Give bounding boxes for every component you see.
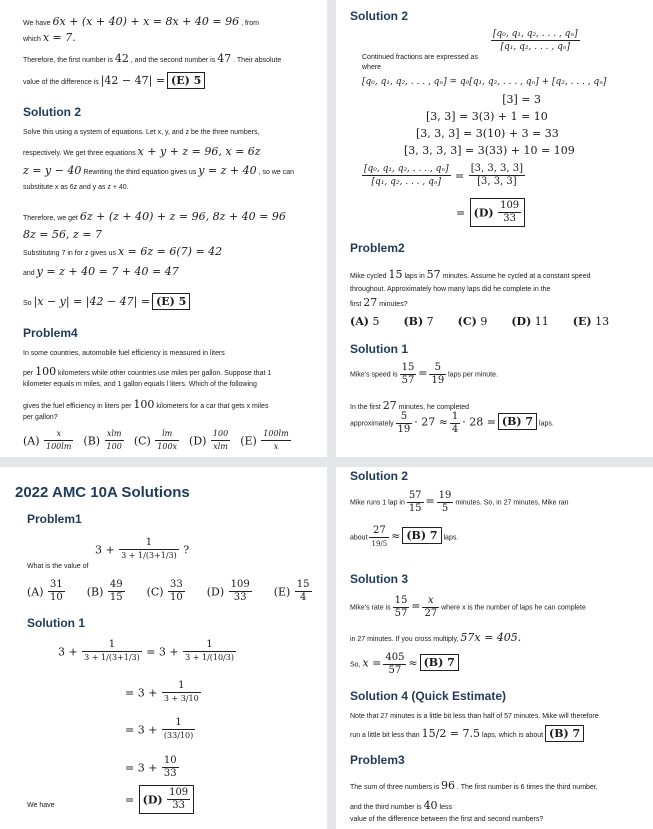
numerator: 1 <box>119 537 179 550</box>
number: 42 <box>114 52 129 65</box>
text: , so we can <box>258 169 294 176</box>
text: respectively. We get three equations <box>23 150 136 157</box>
fraction <box>211 428 230 453</box>
text: The sum of three numbers is <box>350 784 440 791</box>
text: where x is the number of laps he can complete <box>441 604 586 612</box>
choice-label: (A) <box>27 585 44 599</box>
text-line: Solve this using a system of equations. Let x, y, and z be the three numbers, <box>23 129 260 136</box>
text-line <box>23 398 268 411</box>
card-amc10a-problem1 <box>0 467 327 829</box>
numerator: [q₀, q₁, q₂, . . . , qₙ] <box>493 29 578 39</box>
number: 27 <box>363 296 378 309</box>
section-heading: Solution 2 <box>350 9 408 23</box>
fraction <box>162 680 201 705</box>
fraction: $\frac{405}{57}$ <box>385 652 405 676</box>
text: · 27 ≈ <box>414 415 448 429</box>
numerator: 15 <box>296 579 310 590</box>
fraction <box>362 163 451 188</box>
equation-line: [3, 3] = 3(3) + 1 = 10 <box>426 110 548 123</box>
text-line: Mike's rate is $\frac{15}{57}$ = $\frac{x}{27}$ where x is the number of laps he can complete <box>350 595 586 619</box>
choice-e[interactable] <box>274 579 312 604</box>
text-line <box>350 799 452 812</box>
text-line: substitute x as 6z and y as z + 40. <box>23 184 129 191</box>
text-line <box>350 631 521 644</box>
choice-b[interactable] <box>403 315 433 328</box>
text-line: value of the difference between the first and second numbers? <box>350 816 544 823</box>
text: In the first <box>350 404 381 411</box>
numerator: 109 <box>500 200 520 211</box>
text: minutes. Assume he cycled at a constant speed <box>442 273 591 280</box>
answer-choices <box>350 315 609 328</box>
text: = 3 + <box>146 645 179 659</box>
text: Rewriting the third equation gives us <box>83 169 197 176</box>
denominator: 3 + 3/10 <box>163 694 199 703</box>
card-problem2-solutions-problem3 <box>336 467 653 829</box>
text-line <box>350 725 584 742</box>
boxed-answer: (B) 7 <box>545 725 584 742</box>
denominator: (33/10) <box>163 731 194 740</box>
fraction <box>295 579 312 604</box>
denominator: 100x <box>157 442 178 451</box>
text: Substituting 7 in for z gives us <box>23 250 116 257</box>
text: · 28 = <box>462 415 496 429</box>
text: minutes, he completed <box>398 404 470 411</box>
fraction: $\frac{5}{19}$ <box>431 362 445 386</box>
number: 96 <box>441 779 456 792</box>
text: , and the second number is <box>130 57 216 64</box>
choice-label: (A) <box>23 434 40 448</box>
text-line <box>23 365 271 378</box>
numerator: [q₀, q₁, q₂, . . . , qₙ] <box>364 164 449 174</box>
choice-label: (B) <box>86 585 104 599</box>
numerator: 109 <box>169 787 189 798</box>
text: ≈ <box>391 529 401 543</box>
text-line <box>23 265 179 278</box>
choice-value: 5 <box>372 315 380 328</box>
number: 15 <box>388 268 403 281</box>
section-heading: Problem2 <box>350 241 405 255</box>
text-line: Mike's speed is $\frac{15}{57}$ = $\frac{5}{19}$ laps per minute. <box>350 362 498 386</box>
denominator: 3 + 1/(3+1/3) <box>121 551 177 560</box>
section-heading: Problem3 <box>350 753 405 767</box>
text: run a little bit less than <box>350 732 420 739</box>
text: 3 + <box>95 543 115 557</box>
text: 3 + <box>58 645 78 659</box>
numerator: lm <box>155 428 179 441</box>
text-line <box>23 72 205 89</box>
text-line <box>350 296 408 309</box>
fraction <box>498 200 521 225</box>
fraction: $\frac{x}{27}$ <box>424 595 438 619</box>
choice-value: 13 <box>595 315 610 328</box>
solution-step <box>125 755 179 780</box>
equation: x + y + z = 96, x = 6z <box>137 145 261 158</box>
denominator: 3 + 1/(3+1/3) <box>84 653 140 662</box>
text-line: kilometer equals m miles, and 1 gallon equals l liters. Which of the following <box>23 381 257 388</box>
text: about <box>350 534 368 542</box>
fraction <box>162 755 179 780</box>
fraction: $\frac{57}{15}$ <box>408 490 422 514</box>
numerator: 33 <box>170 579 183 590</box>
text: Mike's rate is <box>350 604 391 612</box>
fraction <box>168 579 185 604</box>
fraction <box>167 787 190 812</box>
equation-line: [3] = 3 <box>502 93 541 106</box>
numerator: xlm <box>105 428 124 441</box>
boxed-answer: (B) 7 <box>402 527 441 544</box>
answer-choices <box>27 579 312 604</box>
fraction: $\frac{1}{4}$ <box>451 411 459 435</box>
choice-label: (E) <box>572 315 592 328</box>
equation: 6z + (z + 40) + z = 96, 8z + 40 = 96 <box>79 210 286 223</box>
text: laps. <box>539 420 554 428</box>
fraction <box>48 579 65 604</box>
solution-step <box>125 717 195 742</box>
denominator: 33 <box>233 592 247 603</box>
numerator: x <box>44 428 73 441</box>
ratio-equation: $\frac{\text{[q₀, q₁, q₂, . . . , qₙ]}}{\text{[q₁, q₂, . . . , qₙ]}}$ = $\frac{[3, 3, 3, 3]}{[3, 3, 3]}$ <box>364 163 524 187</box>
text: laps per minute. <box>448 371 498 379</box>
numerator: 1 <box>162 717 195 730</box>
text-line <box>350 652 459 677</box>
choice-a[interactable] <box>23 428 73 453</box>
numerator: 31 <box>49 579 63 590</box>
text-line: per gallon? <box>23 414 58 421</box>
choice-a[interactable] <box>27 579 65 604</box>
text-line: throughout. Approximately how many laps did he complete in the <box>350 286 551 293</box>
choice-c[interactable] <box>147 579 185 604</box>
choice-label: (E) <box>240 434 257 448</box>
fraction <box>119 537 179 562</box>
section-heading: Problem4 <box>23 326 78 340</box>
denominator: 33 <box>163 768 177 779</box>
choice-d[interactable] <box>511 315 548 328</box>
boxed-answer: (E) 5 <box>152 293 190 310</box>
text-line <box>350 268 591 281</box>
solution-step <box>125 680 201 705</box>
fraction <box>183 639 236 664</box>
choice-label: (C) <box>133 434 151 448</box>
text-line <box>350 525 458 550</box>
page-title: 2022 AMC 10A Solutions <box>15 484 190 501</box>
choice-label: (E) <box>273 585 291 599</box>
text: We have <box>23 20 51 27</box>
text: Mike's speed is <box>350 371 398 379</box>
equation-line: [q₀, q₁, q₂, . . . , qₙ] = q₀[q₁, q₂, . . . , qₙ] + [q₂, . . . , qₙ] <box>362 77 607 87</box>
text: Therefore, we get <box>23 215 78 222</box>
number: 57 <box>426 268 441 281</box>
equation: 57x = 405. <box>460 631 522 644</box>
numerator: 10 <box>163 755 177 766</box>
fraction: $\frac{19}{5}$ <box>438 490 452 514</box>
continued-fraction-definition <box>491 28 580 53</box>
choice-label: (B) <box>83 434 101 448</box>
text-line <box>23 225 102 243</box>
section-heading: Solution 3 <box>350 572 408 586</box>
equation: |42 − 47| = <box>100 74 166 87</box>
text-line <box>23 15 259 28</box>
text: kilometers for a car that gets x miles <box>156 403 269 410</box>
number: 27 <box>382 399 397 412</box>
text-line <box>23 245 222 258</box>
choice-label: (D) <box>511 315 532 328</box>
text: Mike cycled <box>350 273 387 280</box>
boxed-answer: (B) 7 <box>498 413 537 430</box>
choice-b[interactable] <box>87 579 125 604</box>
text-line: Note that 27 minutes is a little bit less than half of 57 minutes. Mike will therefore <box>350 713 599 720</box>
equation: x = 6z = 6(7) = 42 <box>117 245 223 258</box>
text: first <box>350 301 362 308</box>
denominator: x <box>273 442 279 451</box>
choice-value: 9 <box>480 315 488 328</box>
text: , from <box>241 20 259 27</box>
numerator: 49 <box>109 579 123 590</box>
text: = 3 + <box>125 761 158 775</box>
denominator: 33 <box>172 800 185 811</box>
choice-value: 11 <box>534 315 549 328</box>
number: 100 <box>133 398 155 411</box>
equation: 15/2 = 7.5 <box>421 727 481 740</box>
choice-e[interactable] <box>573 315 609 328</box>
section-heading: Solution 4 (Quick Estimate) <box>350 689 507 703</box>
fraction <box>155 428 179 453</box>
choice-e[interactable] <box>240 428 291 453</box>
text: value of the difference is <box>23 79 99 86</box>
section-heading: Problem1 <box>27 512 82 526</box>
fraction <box>162 717 195 742</box>
denominator: xlm <box>213 442 228 451</box>
numerator: 1 <box>183 639 236 652</box>
text: which <box>23 36 41 43</box>
denominator: 10 <box>49 592 63 603</box>
fraction: $\frac{15}{57}$ <box>394 595 408 619</box>
problem-expression <box>95 537 189 562</box>
equation: |x − y| = |42 − 47| = <box>33 295 151 308</box>
denominator: [q₁, q₂, . . . , qₙ] <box>500 42 571 52</box>
choice-label: (D) <box>473 206 494 220</box>
numerator: 109 <box>230 579 250 590</box>
choice-label: (B) <box>403 315 424 328</box>
choice-d[interactable] <box>189 428 230 453</box>
number: 40 <box>423 799 438 812</box>
text: less <box>439 804 452 811</box>
final-answer-line: = (D) $\frac{109}{33}$ <box>456 198 525 227</box>
denominator: 3 + 1/(10/3) <box>185 653 234 662</box>
fraction: $\frac{5}{19}$ <box>397 411 411 435</box>
choice-value: 7 <box>426 315 434 328</box>
section-heading: Solution 2 <box>350 469 408 483</box>
text: laps. <box>443 534 459 542</box>
text-line: Mike runs 1 lap in $\frac{57}{15}$ = $\frac{19}{5}$ minutes. So, in 27 minutes, Mike ran <box>350 490 569 514</box>
text: So, <box>350 661 361 669</box>
text: Therefore, the first number is <box>23 57 113 64</box>
text-line <box>23 210 286 223</box>
text-line <box>350 411 554 436</box>
text: in 27 minutes. If you cross multiply, <box>350 636 459 643</box>
equation: y = z + 40 <box>198 164 257 177</box>
choice-b[interactable] <box>83 428 123 453</box>
equation: z = y − 40 <box>23 164 82 177</box>
denominator: 100lm <box>45 442 72 451</box>
text: and <box>23 270 35 277</box>
choice-label: (D) <box>206 585 225 599</box>
text: laps in <box>404 273 425 280</box>
text-line <box>23 52 281 65</box>
text-line <box>23 293 190 310</box>
card-continued-fraction-and-problem2 <box>336 0 653 457</box>
numerator: 1 <box>162 680 201 693</box>
text-line <box>350 779 598 792</box>
equation: 6x + (x + 40) + x = 8x + 40 = 96 <box>52 15 240 28</box>
numerator: 100lm <box>261 428 290 441</box>
text: . Their absolute <box>233 57 282 64</box>
boxed-answer: (B) 7 <box>420 654 459 671</box>
section-heading: Solution 2 <box>23 105 81 119</box>
fraction <box>229 579 252 604</box>
text-line: Continued fractions are expressed as <box>362 54 478 61</box>
text-line: In some countries, automobile fuel efficiency is measured in liters <box>23 350 225 357</box>
choice-c[interactable] <box>134 428 179 453</box>
denominator: 33 <box>503 213 516 224</box>
number: 47 <box>217 52 232 65</box>
text: kilometers while other countries use miles per gallon. Suppose that 1 <box>58 370 272 377</box>
equation-line: [3, 3, 3, 3] = 3(33) + 10 = 109 <box>404 144 575 157</box>
fraction <box>44 428 73 453</box>
text-line: What is the value of <box>27 563 89 570</box>
text: Mike runs 1 lap in <box>350 499 405 507</box>
card-amc10a-solution-excerpt <box>0 0 327 457</box>
choice-label: (C) <box>457 315 477 328</box>
text: per <box>23 370 34 377</box>
numerator: 100 <box>211 428 230 441</box>
text: ≈ <box>408 656 418 670</box>
equation: x = 7. <box>42 31 76 44</box>
text: = 3 + <box>125 723 158 737</box>
denominator: 10 <box>170 592 183 603</box>
equation: x = <box>362 656 382 670</box>
choice-label: (C) <box>146 585 164 599</box>
text-line <box>23 31 76 44</box>
choice-label: (A) <box>350 315 369 328</box>
text-line: We have <box>27 802 55 809</box>
equation: 8z = 56, z = 7 <box>23 228 102 241</box>
numerator: 1 <box>82 639 142 652</box>
text: = <box>125 793 135 807</box>
text: minutes. So, in 27 minutes, Mike ran <box>455 499 569 507</box>
fraction <box>105 428 124 453</box>
choice-label: (D) <box>189 434 207 448</box>
section-heading: Solution 1 <box>350 342 408 356</box>
text: minutes? <box>379 301 408 308</box>
text-line: where <box>362 64 382 71</box>
choice-d[interactable] <box>207 579 252 604</box>
answer-choices <box>23 428 291 453</box>
fraction: $\frac{27}{19/5}$ <box>371 525 388 548</box>
text: = 3 + <box>125 686 158 700</box>
text-line <box>23 145 261 158</box>
fraction <box>261 428 290 453</box>
boxed-answer: (E) 5 <box>167 72 205 89</box>
section-heading: Solution 1 <box>27 616 85 630</box>
boxed-answer <box>470 198 526 227</box>
choice-c[interactable] <box>458 315 488 328</box>
fraction <box>469 163 525 188</box>
text: gives the fuel efficiency in liters per <box>23 403 132 410</box>
denominator: 15 <box>109 592 123 603</box>
denominator: 4 <box>299 592 307 603</box>
denominator: [q₁, q₂, . . . , qₙ] <box>371 177 442 187</box>
fraction <box>491 28 580 53</box>
choice-label: (D) <box>142 793 163 807</box>
text: approximately <box>350 420 394 428</box>
text: ? <box>183 543 190 557</box>
fraction <box>82 639 142 664</box>
number: 100 <box>35 365 57 378</box>
denominator: 100 <box>106 442 122 451</box>
text-line <box>23 164 294 177</box>
solution-step <box>125 785 194 814</box>
text: So <box>23 300 32 307</box>
equation: y = z + 40 = 7 + 40 = 47 <box>36 265 179 278</box>
choice-a[interactable] <box>350 315 379 328</box>
numerator: [3, 3, 3, 3] <box>470 163 524 174</box>
denominator: [3, 3, 3] <box>477 176 517 187</box>
fraction: $\frac{15}{57}$ <box>401 362 415 386</box>
text: . The first number is 6 times the third number, <box>457 784 598 791</box>
solution-step <box>58 639 236 664</box>
fraction <box>108 579 125 604</box>
equation-line: [3, 3, 3] = 3(10) + 3 = 33 <box>416 127 559 140</box>
boxed-answer <box>139 785 195 814</box>
text: laps, which is about <box>481 732 544 739</box>
text: and the third number is <box>350 804 422 811</box>
